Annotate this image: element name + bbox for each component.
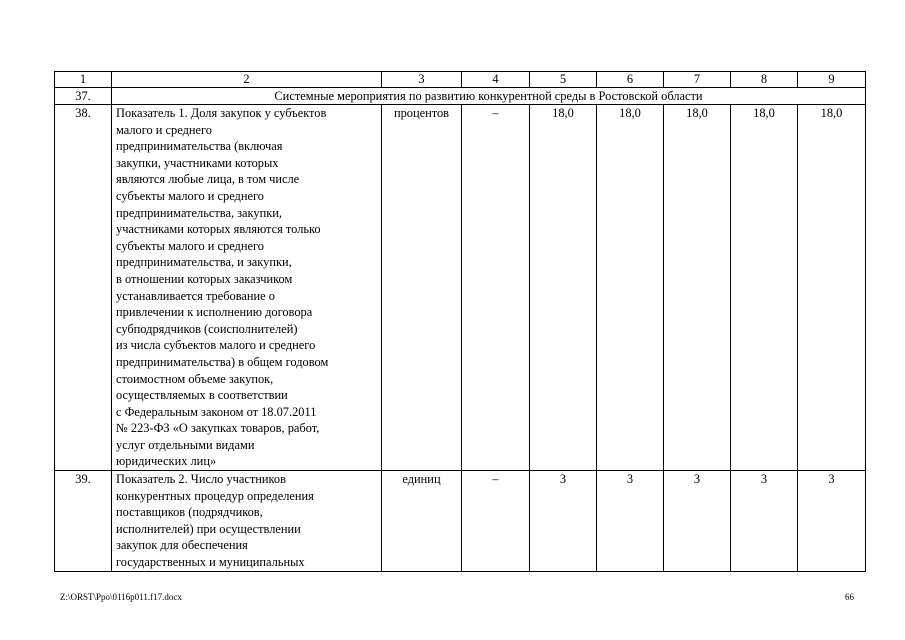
section-title: Системные мероприятия по развитию конкурентной среды в Ростовской области — [112, 88, 866, 105]
value-cell: 3 — [597, 471, 664, 572]
row-number: 37. — [55, 88, 112, 105]
column-number: 7 — [664, 72, 731, 88]
column-number: 6 — [597, 72, 664, 88]
value-cell: 18,0 — [597, 105, 664, 471]
column-number: 3 — [382, 72, 462, 88]
column-number: 1 — [55, 72, 112, 88]
table-row — [55, 471, 866, 572]
column-number: 8 — [731, 72, 798, 88]
unit-cell: единиц — [382, 471, 462, 572]
footer-file-path: Z:\ORST\Ppo\0116p011.f17.docx — [60, 592, 182, 602]
column-number: 4 — [462, 72, 530, 88]
value-cell: 18,0 — [731, 105, 798, 471]
value-cell: 3 — [731, 471, 798, 572]
table-row — [55, 105, 866, 471]
unit-cell: процентов — [382, 105, 462, 471]
column-number: 5 — [530, 72, 597, 88]
value-cell: 3 — [798, 471, 866, 572]
column-number: 2 — [112, 72, 382, 88]
value-cell: 18,0 — [530, 105, 597, 471]
indicators-table — [54, 71, 866, 572]
value-cell: 18,0 — [664, 105, 731, 471]
indicator-name: Показатель 2. Число участников конкурентных процедур определения поставщиков (подрядчиков, исполнителей) при осуществлении закупок для обеспечения государственных и муниципальных — [112, 471, 382, 572]
row-number: 39. — [55, 471, 112, 572]
section-row — [55, 88, 866, 105]
value-cell: 3 — [664, 471, 731, 572]
indicator-name: Показатель 1. Доля закупок у субъектов малого и среднего предпринимательства (включая закупки, участниками которых являются любые лица, в том числе субъекты малого и среднего предпринимательства, закупки, участниками которых являются только субъекты малого и среднего предпринимательства, и закупки, в отношении которых заказчиком устанавливается требование о привлечении к исполнению договора субподрядчиков (соисполнителей) из числа субъектов малого и среднего предпринимательства) в общем годовом стоимостном объеме закупок, осуществляемых в соответствии с Федеральным законом от 18.07.2011 № 223-ФЗ «О закупках товаров, работ, услуг отдельными видами юридических лиц» — [112, 105, 382, 471]
value-cell: 3 — [530, 471, 597, 572]
row-number: 38. — [55, 105, 112, 471]
column-number-row — [55, 72, 866, 88]
base-value-cell: – — [462, 471, 530, 572]
value-cell: 18,0 — [798, 105, 866, 471]
base-value-cell: – — [462, 105, 530, 471]
column-number: 9 — [798, 72, 866, 88]
page-number: 66 — [845, 592, 854, 602]
